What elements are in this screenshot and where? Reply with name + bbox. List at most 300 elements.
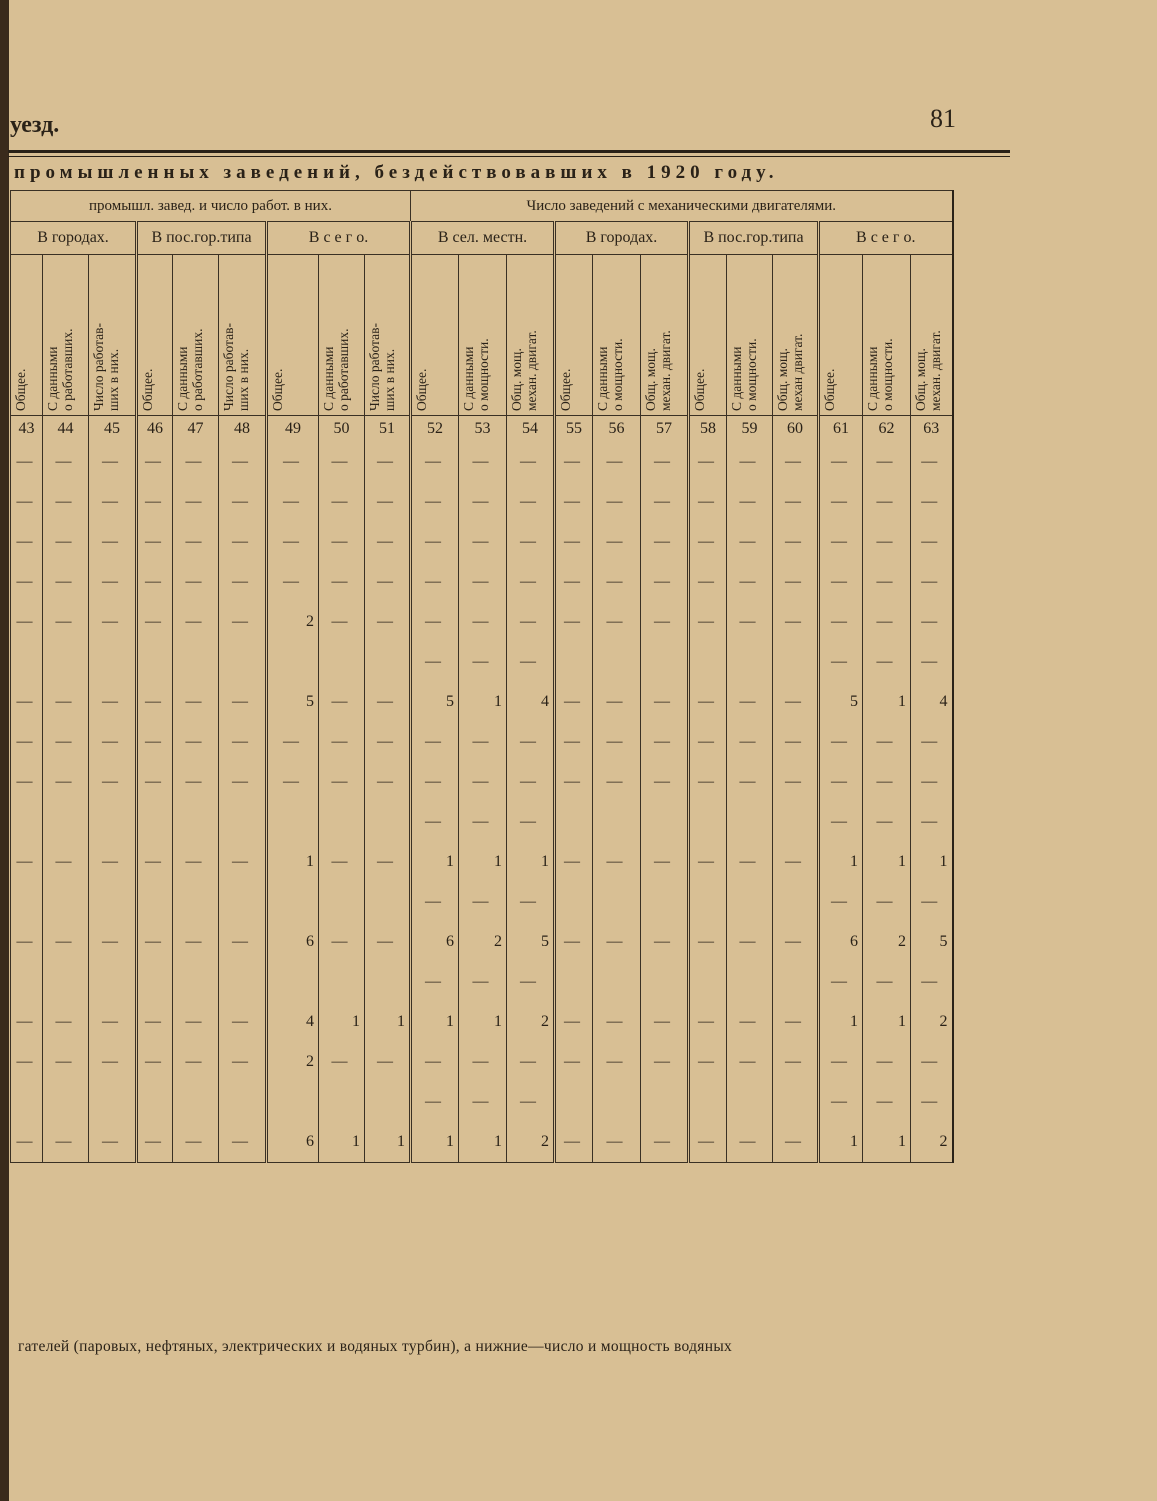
table-cell bbox=[11, 802, 43, 842]
table-cell bbox=[89, 882, 137, 922]
table-cell bbox=[219, 882, 267, 922]
table-cell bbox=[173, 642, 219, 682]
table-cell: — bbox=[89, 922, 137, 962]
table-cell: — bbox=[411, 602, 459, 642]
table-cell: — bbox=[319, 1042, 365, 1082]
table-cell bbox=[267, 962, 319, 1002]
table-cell: — bbox=[727, 842, 773, 882]
column-label-text: С данными о работавших. bbox=[45, 328, 75, 411]
table-cell: — bbox=[555, 1002, 593, 1042]
table-cell: — bbox=[173, 842, 219, 882]
table-cell: — bbox=[173, 442, 219, 482]
table-cell: — bbox=[267, 562, 319, 602]
table-cell: — bbox=[593, 762, 641, 802]
column-label-text: Общее. bbox=[414, 368, 429, 411]
table-cell: — bbox=[89, 442, 137, 482]
column-label-text: Общее. bbox=[822, 368, 837, 411]
table-cell: — bbox=[411, 882, 459, 922]
column-label bbox=[173, 255, 219, 416]
table-cell bbox=[43, 962, 89, 1002]
table-cell: — bbox=[773, 1002, 819, 1042]
table-cell: — bbox=[727, 482, 773, 522]
column-number: 50 bbox=[319, 416, 365, 443]
column-label-text: С данными о мощности. bbox=[461, 338, 491, 411]
table-cell: — bbox=[411, 962, 459, 1002]
table-cell: — bbox=[911, 602, 953, 642]
table-cell: — bbox=[89, 1002, 137, 1042]
table-cell: — bbox=[137, 722, 173, 762]
table-cell: 6 bbox=[267, 922, 319, 962]
table-cell: — bbox=[507, 802, 555, 842]
table-cell bbox=[319, 802, 365, 842]
table-cell: — bbox=[11, 722, 43, 762]
group-header-workers: промышл. завед. и число работ. в них. bbox=[11, 191, 411, 222]
table-cell: — bbox=[173, 602, 219, 642]
table-cell: — bbox=[773, 722, 819, 762]
table-cell: 2 bbox=[507, 1122, 555, 1163]
table-cell: — bbox=[173, 722, 219, 762]
table-cell: 1 bbox=[319, 1122, 365, 1163]
running-header: уезд. bbox=[10, 112, 60, 138]
table-cell: — bbox=[593, 1002, 641, 1042]
table-cell: — bbox=[863, 762, 911, 802]
table-cell: — bbox=[641, 522, 689, 562]
subgroup-cities: В городах. bbox=[11, 222, 137, 255]
table-cell: — bbox=[459, 762, 507, 802]
table-cell: — bbox=[319, 722, 365, 762]
table-cell: — bbox=[173, 762, 219, 802]
table-cell bbox=[773, 1082, 819, 1122]
table-cell: — bbox=[773, 562, 819, 602]
table-cell: 1 bbox=[459, 682, 507, 722]
subgroup-total: В с е г о. bbox=[267, 222, 411, 255]
table-cell: — bbox=[11, 442, 43, 482]
table-cell bbox=[89, 642, 137, 682]
subgroup-urban-settlements-engines: В пос.гор.типа bbox=[689, 222, 819, 255]
table-cell: 4 bbox=[911, 682, 953, 722]
table-cell: — bbox=[137, 602, 173, 642]
table-cell: — bbox=[555, 602, 593, 642]
table-cell bbox=[319, 642, 365, 682]
table-cell bbox=[43, 802, 89, 842]
table-cell: — bbox=[411, 1042, 459, 1082]
table-cell bbox=[641, 642, 689, 682]
table-cell: 5 bbox=[911, 922, 953, 962]
column-number: 46 bbox=[137, 416, 173, 443]
table-cell: — bbox=[773, 522, 819, 562]
table-cell bbox=[689, 1082, 727, 1122]
table-cell: — bbox=[319, 522, 365, 562]
table-cell: — bbox=[43, 1042, 89, 1082]
table-cell: — bbox=[219, 482, 267, 522]
table-cell: 1 bbox=[365, 1002, 411, 1042]
table-cell bbox=[137, 642, 173, 682]
table-cell: — bbox=[863, 802, 911, 842]
table-cell bbox=[727, 962, 773, 1002]
subgroup-urban-settlements: В пос.гор.типа bbox=[137, 222, 267, 255]
table-cell: — bbox=[641, 842, 689, 882]
table-cell: — bbox=[173, 522, 219, 562]
table-cell: — bbox=[11, 522, 43, 562]
table-cell: — bbox=[319, 442, 365, 482]
group-header-engines: Число заведений с механическими двигателями. bbox=[411, 191, 953, 222]
column-number: 62 bbox=[863, 416, 911, 443]
column-label-text: Общее. bbox=[692, 368, 707, 411]
table-cell: — bbox=[641, 442, 689, 482]
table-row bbox=[11, 1002, 953, 1042]
table-cell: — bbox=[507, 962, 555, 1002]
table-cell: — bbox=[819, 602, 863, 642]
column-label bbox=[411, 255, 459, 416]
table-cell bbox=[689, 962, 727, 1002]
table-cell: — bbox=[819, 962, 863, 1002]
table-cell: 2 bbox=[459, 922, 507, 962]
table-cell: — bbox=[819, 1042, 863, 1082]
table-cell: — bbox=[411, 762, 459, 802]
table-cell: 1 bbox=[411, 1002, 459, 1042]
table-cell: — bbox=[365, 442, 411, 482]
table-cell: — bbox=[819, 762, 863, 802]
table-cell: — bbox=[219, 842, 267, 882]
column-number: 61 bbox=[819, 416, 863, 443]
table-cell: 1 bbox=[365, 1122, 411, 1163]
table-cell: — bbox=[911, 722, 953, 762]
table-cell: — bbox=[43, 602, 89, 642]
column-number: 48 bbox=[219, 416, 267, 443]
table-cell: — bbox=[819, 522, 863, 562]
table-cell: — bbox=[507, 642, 555, 682]
table-cell: — bbox=[593, 442, 641, 482]
table-cell: — bbox=[689, 442, 727, 482]
table-cell: — bbox=[319, 602, 365, 642]
table-cell: — bbox=[411, 522, 459, 562]
table-cell: — bbox=[593, 682, 641, 722]
table-row bbox=[11, 442, 953, 482]
table-cell: — bbox=[219, 922, 267, 962]
table-cell: — bbox=[689, 482, 727, 522]
table-cell bbox=[173, 962, 219, 1002]
table-cell: — bbox=[219, 682, 267, 722]
table-cell: — bbox=[411, 482, 459, 522]
table-cell: — bbox=[727, 602, 773, 642]
table-cell: — bbox=[689, 842, 727, 882]
table-cell: — bbox=[365, 1042, 411, 1082]
table-cell: 5 bbox=[267, 682, 319, 722]
table-cell: — bbox=[727, 1002, 773, 1042]
table-cell: — bbox=[555, 722, 593, 762]
column-label bbox=[727, 255, 773, 416]
table-cell bbox=[773, 802, 819, 842]
table-cell: — bbox=[365, 842, 411, 882]
column-label bbox=[43, 255, 89, 416]
table-cell bbox=[319, 882, 365, 922]
table-cell: — bbox=[727, 922, 773, 962]
table-cell: 1 bbox=[863, 842, 911, 882]
table-cell: — bbox=[727, 762, 773, 802]
column-label bbox=[555, 255, 593, 416]
column-number: 43 bbox=[11, 416, 43, 443]
column-label bbox=[507, 255, 555, 416]
table-cell: — bbox=[267, 522, 319, 562]
table-cell: — bbox=[819, 482, 863, 522]
table-cell: — bbox=[43, 562, 89, 602]
table-cell: — bbox=[863, 442, 911, 482]
table-cell: 2 bbox=[911, 1002, 953, 1042]
table-cell bbox=[11, 642, 43, 682]
table-cell: — bbox=[89, 1122, 137, 1163]
table-cell: 1 bbox=[267, 842, 319, 882]
table-cell: — bbox=[863, 1042, 911, 1082]
table-cell bbox=[641, 962, 689, 1002]
table-cell: — bbox=[863, 522, 911, 562]
table-cell: — bbox=[219, 722, 267, 762]
column-label-text: С данными о мощности. bbox=[729, 338, 759, 411]
table-cell: — bbox=[137, 922, 173, 962]
table-cell: — bbox=[555, 842, 593, 882]
table-cell: — bbox=[819, 562, 863, 602]
table-cell bbox=[641, 802, 689, 842]
table-cell: — bbox=[911, 522, 953, 562]
table-cell bbox=[773, 962, 819, 1002]
table-cell: — bbox=[507, 562, 555, 602]
table-cell: — bbox=[863, 962, 911, 1002]
table-cell: — bbox=[11, 762, 43, 802]
page-edge bbox=[0, 0, 9, 1501]
table-cell: 6 bbox=[411, 922, 459, 962]
table-cell: — bbox=[819, 882, 863, 922]
table-cell bbox=[319, 962, 365, 1002]
column-label bbox=[89, 255, 137, 416]
table-cell bbox=[773, 882, 819, 922]
table-cell: — bbox=[89, 682, 137, 722]
table-cell bbox=[641, 882, 689, 922]
table-cell: 1 bbox=[459, 842, 507, 882]
table-cell: 1 bbox=[507, 842, 555, 882]
column-label-text: Число работав- ших в них. bbox=[91, 323, 121, 411]
table-cell: — bbox=[319, 842, 365, 882]
table-cell: — bbox=[593, 522, 641, 562]
table-cell: — bbox=[43, 682, 89, 722]
table-cell: — bbox=[365, 922, 411, 962]
table-cell: — bbox=[773, 442, 819, 482]
column-label-text: Общее. bbox=[558, 368, 573, 411]
table-cell: — bbox=[727, 722, 773, 762]
table-cell: — bbox=[365, 682, 411, 722]
table-cell: — bbox=[911, 642, 953, 682]
table-cell: 6 bbox=[819, 922, 863, 962]
table-cell: — bbox=[173, 1122, 219, 1163]
table-cell bbox=[137, 802, 173, 842]
table-cell: — bbox=[267, 762, 319, 802]
table-cell: — bbox=[689, 922, 727, 962]
table-cell: — bbox=[43, 522, 89, 562]
table-cell: — bbox=[773, 602, 819, 642]
table-cell: — bbox=[773, 922, 819, 962]
table-cell: — bbox=[11, 842, 43, 882]
table-cell: — bbox=[411, 642, 459, 682]
table-cell: 1 bbox=[819, 842, 863, 882]
column-label-text: Общ. мощ. механ двигат. bbox=[775, 333, 805, 411]
table-cell: — bbox=[507, 442, 555, 482]
column-label-text: С данными о работавших. bbox=[175, 328, 205, 411]
table-cell bbox=[593, 962, 641, 1002]
table-cell: — bbox=[507, 602, 555, 642]
table-cell: — bbox=[819, 802, 863, 842]
table-cell bbox=[727, 642, 773, 682]
column-label bbox=[219, 255, 267, 416]
table-cell: — bbox=[89, 1042, 137, 1082]
table-row bbox=[11, 642, 953, 682]
table-cell: 1 bbox=[819, 1122, 863, 1163]
table-row bbox=[11, 842, 953, 882]
table-cell: — bbox=[365, 482, 411, 522]
table-cell: — bbox=[137, 1002, 173, 1042]
table-cell: — bbox=[173, 1042, 219, 1082]
table-cell: — bbox=[819, 722, 863, 762]
table-cell bbox=[173, 882, 219, 922]
table-cell: — bbox=[727, 1042, 773, 1082]
table-row bbox=[11, 1042, 953, 1082]
table-cell: — bbox=[219, 442, 267, 482]
table-cell: — bbox=[459, 722, 507, 762]
column-number: 53 bbox=[459, 416, 507, 443]
table-cell: — bbox=[819, 1082, 863, 1122]
table-cell: — bbox=[593, 922, 641, 962]
table-cell: — bbox=[89, 602, 137, 642]
table-cell: — bbox=[11, 482, 43, 522]
table-cell bbox=[727, 1082, 773, 1122]
table-cell: — bbox=[267, 442, 319, 482]
column-label bbox=[267, 255, 319, 416]
table-cell: 1 bbox=[411, 842, 459, 882]
table-cell: — bbox=[593, 722, 641, 762]
table-cell: — bbox=[555, 1122, 593, 1163]
column-number: 56 bbox=[593, 416, 641, 443]
table-cell: — bbox=[459, 522, 507, 562]
table-cell: — bbox=[641, 1002, 689, 1042]
table-cell: 6 bbox=[267, 1122, 319, 1163]
table-cell bbox=[365, 802, 411, 842]
table-cell bbox=[365, 642, 411, 682]
table-row bbox=[11, 802, 953, 842]
table-cell: — bbox=[911, 442, 953, 482]
table-row bbox=[11, 962, 953, 1002]
table-cell: — bbox=[555, 522, 593, 562]
table-row bbox=[11, 922, 953, 962]
table-cell: — bbox=[173, 922, 219, 962]
table-cell: — bbox=[137, 482, 173, 522]
table-cell: — bbox=[773, 1122, 819, 1163]
table-cell: — bbox=[11, 682, 43, 722]
table-cell bbox=[173, 802, 219, 842]
column-label bbox=[365, 255, 411, 416]
table-cell: — bbox=[319, 762, 365, 802]
table-cell bbox=[89, 802, 137, 842]
table-cell: — bbox=[89, 722, 137, 762]
table-cell bbox=[593, 882, 641, 922]
table-cell: — bbox=[173, 682, 219, 722]
table-cell: — bbox=[459, 882, 507, 922]
table-cell: — bbox=[137, 522, 173, 562]
table-cell: — bbox=[507, 1082, 555, 1122]
subgroup-total-engines: В с е г о. bbox=[819, 222, 953, 255]
table-cell: 1 bbox=[911, 842, 953, 882]
table-cell: — bbox=[459, 602, 507, 642]
table-cell bbox=[11, 962, 43, 1002]
table-cell: — bbox=[773, 762, 819, 802]
table-cell bbox=[137, 1082, 173, 1122]
table-cell: — bbox=[137, 842, 173, 882]
table-cell: — bbox=[689, 562, 727, 602]
table-cell: 1 bbox=[319, 1002, 365, 1042]
column-number: 45 bbox=[89, 416, 137, 443]
table-cell: — bbox=[689, 1042, 727, 1082]
table-cell: — bbox=[507, 882, 555, 922]
table-cell: — bbox=[863, 882, 911, 922]
table-cell: — bbox=[137, 442, 173, 482]
table-cell: — bbox=[173, 482, 219, 522]
table-cell: — bbox=[911, 1082, 953, 1122]
table-cell: — bbox=[319, 482, 365, 522]
statistics-table bbox=[10, 190, 954, 1163]
table-cell bbox=[365, 882, 411, 922]
footnote: гателей (паровых, нефтяных, электрических и водяных турбин), а нижние—число и мощность водяных bbox=[18, 1338, 733, 1355]
table-cell: — bbox=[267, 482, 319, 522]
table-cell: — bbox=[267, 722, 319, 762]
table-row bbox=[11, 762, 953, 802]
table-cell: — bbox=[911, 562, 953, 602]
table-cell bbox=[365, 962, 411, 1002]
table-cell: — bbox=[43, 722, 89, 762]
column-label bbox=[911, 255, 953, 416]
column-label-text: С данными о мощности. bbox=[595, 338, 625, 411]
column-number: 60 bbox=[773, 416, 819, 443]
table-cell bbox=[267, 1082, 319, 1122]
table-cell bbox=[555, 642, 593, 682]
table-cell: — bbox=[727, 442, 773, 482]
table-cell: — bbox=[507, 522, 555, 562]
table-cell: — bbox=[137, 1122, 173, 1163]
table-cell: — bbox=[555, 562, 593, 602]
table-cell: — bbox=[411, 442, 459, 482]
table-cell: — bbox=[507, 482, 555, 522]
table-cell: — bbox=[507, 722, 555, 762]
table-cell bbox=[689, 882, 727, 922]
table-cell bbox=[89, 962, 137, 1002]
table-cell: — bbox=[863, 562, 911, 602]
table-cell: — bbox=[911, 802, 953, 842]
table-row bbox=[11, 562, 953, 602]
table-cell bbox=[555, 802, 593, 842]
table-cell: — bbox=[89, 842, 137, 882]
column-label-text: Общее. bbox=[140, 368, 155, 411]
table-cell: — bbox=[911, 1042, 953, 1082]
column-label-text: С данными о мощности. bbox=[865, 338, 895, 411]
column-label bbox=[819, 255, 863, 416]
column-number: 63 bbox=[911, 416, 953, 443]
table-cell: — bbox=[459, 1082, 507, 1122]
table-cell: 5 bbox=[507, 922, 555, 962]
table-cell: — bbox=[43, 442, 89, 482]
table-cell: — bbox=[219, 602, 267, 642]
table-cell bbox=[555, 1082, 593, 1122]
table-cell: — bbox=[773, 682, 819, 722]
table-cell bbox=[593, 642, 641, 682]
table-title: промышленных заведений, бездействовавших в 1920 году. bbox=[14, 162, 779, 183]
table-cell bbox=[43, 1082, 89, 1122]
table-cell bbox=[89, 1082, 137, 1122]
table-cell: — bbox=[773, 842, 819, 882]
